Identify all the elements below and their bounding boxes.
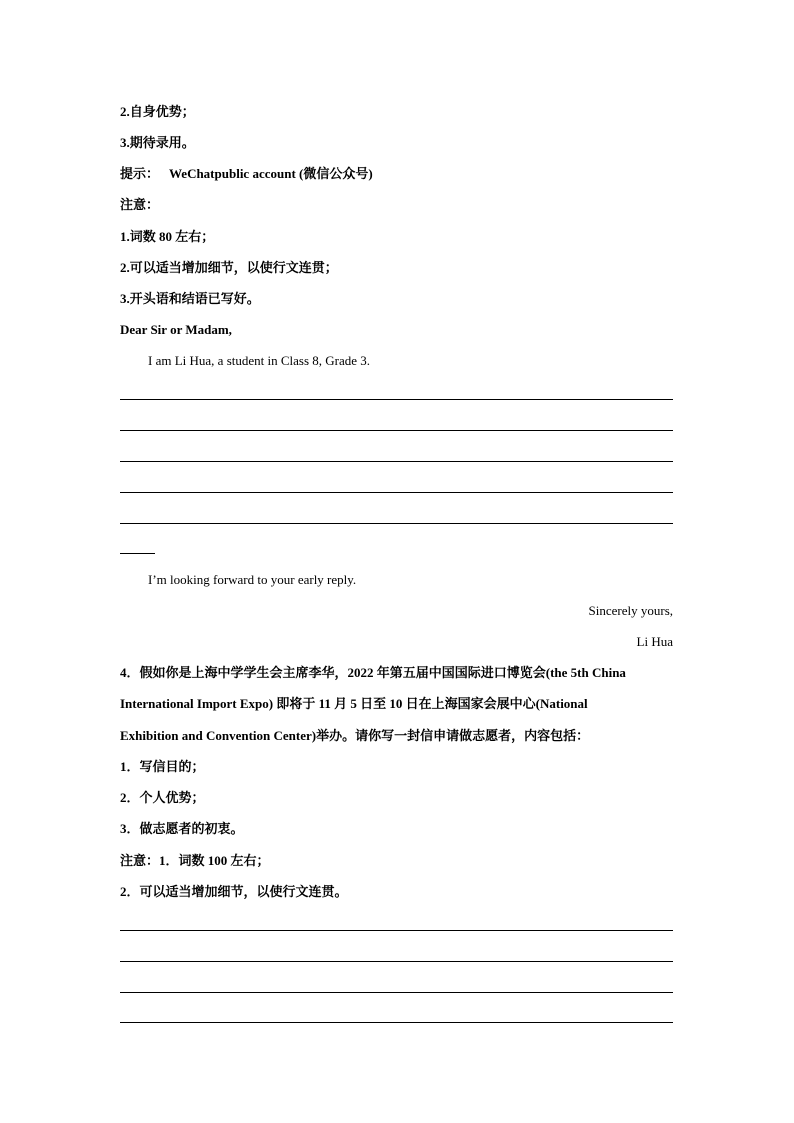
writing-line [120, 399, 673, 400]
question-4-item-1: 1．写信目的； [120, 759, 205, 774]
writing-line [120, 523, 673, 524]
writing-line [120, 961, 673, 962]
question-4-note-2: 2．可以适当增加细节，以使行文连贯。 [120, 884, 348, 899]
hint-label: 提示： [120, 166, 160, 181]
question-4-prompt-line-2: International Import Expo) 即将于 11 月 5 日至 10 日在上海国家会展中心(National [120, 696, 588, 711]
writing-line [120, 492, 673, 493]
writing-line [120, 992, 673, 993]
question-4-item-3: 3．做志愿者的初衷。 [120, 821, 244, 836]
writing-line [120, 930, 673, 931]
letter-sign-off: Sincerely yours, [588, 603, 673, 618]
letter-greeting: Dear Sir or Madam, [120, 322, 232, 337]
letter-opening-sentence: I am Li Hua, a student in Class 8, Grade 3. [148, 353, 371, 368]
task-item-3: 3.期待录用。 [120, 135, 195, 150]
question-4-prompt-line-3: Exhibition and Convention Center)举办。请你写一封信申请做志愿者，内容包括： [120, 728, 590, 743]
question-4-note-1: 注意：1．词数 100 左右； [120, 853, 270, 868]
letter-closing-sentence: I’m looking forward to your early reply. [148, 572, 357, 587]
question-4-item-2: 2．个人优势； [120, 790, 205, 805]
hint-line [120, 165, 373, 183]
question-4-prompt-line-1: 4．假如你是上海中学学生会主席李华，2022 年第五届中国国际进口博览会(the 5th China [120, 665, 626, 680]
note-item-3: 3.开头语和结语已写好。 [120, 291, 260, 306]
writing-line-short [120, 553, 155, 554]
writing-line [120, 461, 673, 462]
writing-line [120, 430, 673, 431]
letter-signature: Li Hua [636, 634, 673, 649]
note-item-1: 1.词数 80 左右； [120, 229, 215, 244]
task-item-2: 2.自身优势； [120, 104, 195, 119]
writing-line [120, 1022, 673, 1023]
hint-text: WeChatpublic account (微信公众号) [169, 166, 373, 181]
note-item-2: 2.可以适当增加细节，以使行文连贯； [120, 260, 338, 275]
notes-label: 注意： [120, 197, 160, 212]
